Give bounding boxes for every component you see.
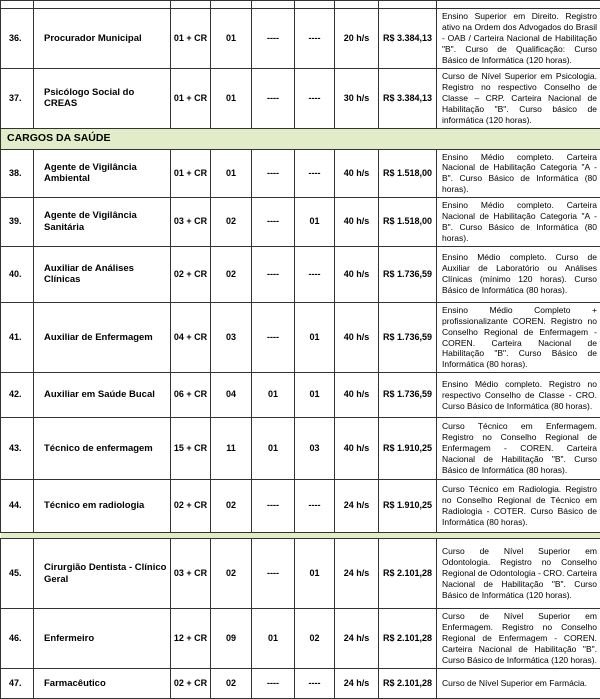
pcd-vacancies: ---- [252,149,295,198]
table-row [1,609,600,669]
position-name: Auxiliar de Análises Clínicas [34,246,171,302]
row-number: 45. [1,539,34,609]
general-vacancies: 01 [211,149,252,198]
workload: 40 h/s [335,246,379,302]
requirements: Ensino Médio completo. Carteira Nacional de Habilitação Categoria "A - B". Curso Básico de Informática (80 horas). [437,198,600,247]
workload: 40 h/s [335,418,379,480]
pcd-vacancies: ---- [252,69,295,129]
position-name: Farmacêutico [34,668,171,698]
black-quota-vacancies: ---- [295,246,335,302]
section-header-row [1,128,600,149]
row-number: 40. [1,246,34,302]
general-vacancies: 09 [211,609,252,669]
general-vacancies: 02 [211,539,252,609]
workload: 24 h/s [335,668,379,698]
row-number: 47. [1,668,34,698]
requirements: Ensino Superior em Direito. Registro ativo na Ordem dos Advogados do Brasil - OAB / Carteira Nacional de Habilitação "B". Curso de Qualificação: Curso Básico de Informática (120 horas). [437,9,600,69]
requirements: Ensino Médio Completo + profissionalizante COREN. Registro no Conselho Regional de Enfermagem - COREN. Carteira Nacional de Habilitação "B". Curso Básico de Informática (80 horas). [437,302,600,372]
black-quota-vacancies: 01 [295,373,335,418]
table-row [1,480,600,533]
row-number: 38. [1,149,34,198]
workload: 24 h/s [335,609,379,669]
pcd-vacancies: ---- [252,302,295,372]
black-quota-vacancies: 02 [295,609,335,669]
workload: 30 h/s [335,69,379,129]
pcd-vacancies: ---- [252,668,295,698]
workload: 40 h/s [335,373,379,418]
pcd-vacancies: ---- [252,198,295,247]
row-number: 43. [1,418,34,480]
requirements: Ensino Médio completo. Carteira Nacional de Habilitação Categoria "A - B". Curso Básico de Informática (80 horas). [437,149,600,198]
black-quota-vacancies: ---- [295,480,335,533]
row-number: 39. [1,198,34,247]
salary: R$ 2.101,28 [379,539,437,609]
black-quota-vacancies: 01 [295,198,335,247]
salary: R$ 2.101,28 [379,668,437,698]
table-row [1,539,600,609]
total-vacancies: 04 + CR [171,302,211,372]
pcd-vacancies: ---- [252,246,295,302]
general-vacancies: 04 [211,373,252,418]
requirements: Curso Técnico em Radiologia. Registro no Conselho Regional de Técnico em Radiologia - COTER. Curso Básico de Informática (80 horas). [437,480,600,533]
requirements: Curso de Nível Superior em Psicologia. Registro no respectivo Conselho de Classe – CRP. Carteira Nacional de Habilitação "B". Curso básico de informática (120 horas). [437,69,600,129]
total-vacancies: 02 + CR [171,668,211,698]
total-vacancies: 01 + CR [171,149,211,198]
requirements: Curso de Nível Superior em Odontologia. Registro no Conselho Regional de Odontologia - CRO. Carteira Nacional de Habilitação "B". Curso Básico de Informática (120 horas). [437,539,600,609]
general-vacancies: 03 [211,302,252,372]
black-quota-vacancies: 01 [295,302,335,372]
table-row [1,149,600,198]
requirements: Ensino Médio completo. Registro no respectivo Conselho de Classe - CRO. Curso Básico de Informática (80 horas). [437,373,600,418]
top-edge-row [1,1,600,9]
requirements: Curso de Nível Superior em Enfermagem. Registro no Conselho Regional de Enfermagem - COREN. Carteira Nacional de Habilitação "B". Curso Básico de Informática (120 horas). [437,609,600,669]
workload: 24 h/s [335,539,379,609]
salary: R$ 1.910,25 [379,480,437,533]
total-vacancies: 02 + CR [171,480,211,533]
workload: 24 h/s [335,480,379,533]
black-quota-vacancies: ---- [295,9,335,69]
total-vacancies: 06 + CR [171,373,211,418]
salary: R$ 1.518,00 [379,149,437,198]
total-vacancies: 12 + CR [171,609,211,669]
salary: R$ 1.518,00 [379,198,437,247]
row-number: 37. [1,69,34,129]
position-name: Cirurgião Dentista - Clínico Geral [34,539,171,609]
black-quota-vacancies: 03 [295,418,335,480]
salary: R$ 1.736,59 [379,246,437,302]
workload: 40 h/s [335,149,379,198]
general-vacancies: 01 [211,9,252,69]
pcd-vacancies: ---- [252,9,295,69]
position-name: Auxiliar em Saúde Bucal [34,373,171,418]
table-row [1,198,600,247]
table-row [1,668,600,698]
salary: R$ 1.910,25 [379,418,437,480]
pcd-vacancies: ---- [252,539,295,609]
workload: 40 h/s [335,302,379,372]
table-row [1,246,600,302]
total-vacancies: 03 + CR [171,539,211,609]
position-name: Procurador Municipal [34,9,171,69]
pcd-vacancies: 01 [252,418,295,480]
row-number: 44. [1,480,34,533]
general-vacancies: 01 [211,69,252,129]
total-vacancies: 15 + CR [171,418,211,480]
requirements: Curso de Nível Superior em Farmácia. [437,668,600,698]
workload: 40 h/s [335,198,379,247]
table-row [1,9,600,69]
black-quota-vacancies: ---- [295,149,335,198]
salary: R$ 1.736,59 [379,373,437,418]
total-vacancies: 01 + CR [171,9,211,69]
workload: 20 h/s [335,9,379,69]
general-vacancies: 02 [211,198,252,247]
position-name: Enfermeiro [34,609,171,669]
total-vacancies: 02 + CR [171,246,211,302]
table-row [1,302,600,372]
general-vacancies: 02 [211,480,252,533]
position-name: Psicólogo Social do CREAS [34,69,171,129]
pcd-vacancies: ---- [252,480,295,533]
row-number: 41. [1,302,34,372]
general-vacancies: 11 [211,418,252,480]
total-vacancies: 01 + CR [171,69,211,129]
position-name: Agente de Vigilância Sanitária [34,198,171,247]
salary: R$ 1.736,59 [379,302,437,372]
salary: R$ 3.384,13 [379,69,437,129]
position-name: Auxiliar de Enfermagem [34,302,171,372]
position-name: Técnico em radiologia [34,480,171,533]
row-number: 36. [1,9,34,69]
total-vacancies: 03 + CR [171,198,211,247]
row-number: 42. [1,373,34,418]
requirements: Ensino Médio completo. Curso de Auxiliar de Laboratório ou Análises Clínicas (mínimo 120 horas). Curso Básico de Informática (80 horas). [437,246,600,302]
pcd-vacancies: 01 [252,609,295,669]
section-title: CARGOS DA SAÚDE [1,128,600,149]
salary: R$ 2.101,28 [379,609,437,669]
black-quota-vacancies: 01 [295,539,335,609]
black-quota-vacancies: ---- [295,69,335,129]
general-vacancies: 02 [211,246,252,302]
position-name: Agente de Vigilância Ambiental [34,149,171,198]
position-name: Técnico de enfermagem [34,418,171,480]
pcd-vacancies: 01 [252,373,295,418]
table-row [1,69,600,129]
black-quota-vacancies: ---- [295,668,335,698]
requirements: Curso Técnico em Enfermagem. Registro no Conselho Regional de Enfermagem - COREN. Carteira Nacional de Habilitação "B". Curso Básico de Informática (80 horas). [437,418,600,480]
salary: R$ 3.384,13 [379,9,437,69]
general-vacancies: 02 [211,668,252,698]
table-row [1,373,600,418]
table-row [1,418,600,480]
row-number: 46. [1,609,34,669]
